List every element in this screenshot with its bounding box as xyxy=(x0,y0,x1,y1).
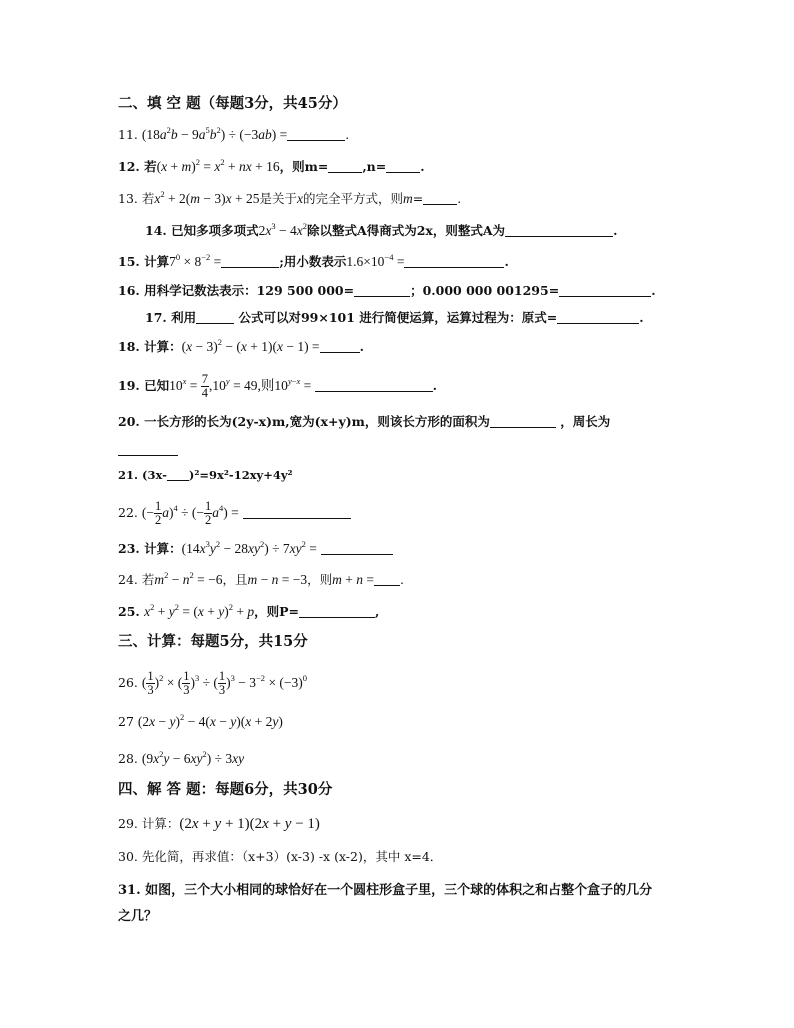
question-text: ，且 xyxy=(222,572,248,587)
question-22: 22. (− $\frac{1}{2}$ a)$^4$ ÷ (− $\frac{1}{2}$ $a^4$) = xyxy=(118,500,351,527)
question-number: 30. xyxy=(118,849,138,864)
question-29: 29. 计算：(2x + y + 1)(2x + y − 1) xyxy=(118,816,320,832)
question-16: 16. 用科学记数法表示：129 500 000= ；0.000 000 001295= . xyxy=(118,283,656,298)
question-text: 计算： xyxy=(144,541,182,556)
question-text: ;用小数表示 xyxy=(279,254,347,269)
question-text: 一长方形的长为(2y-x)m,宽为(x+y)m，则该长方形的面积为 xyxy=(144,414,490,429)
section-3-heading: 三、计算：每题5分，共15分 xyxy=(118,633,308,650)
question-20-blank-line xyxy=(118,441,178,459)
answer-blank[interactable] xyxy=(299,605,375,618)
section-4-heading: 四、解 答 题：每题6分，共30分 xyxy=(118,781,333,798)
question-number: 11. xyxy=(118,127,138,142)
question-number: 21. xyxy=(118,468,139,482)
question-number: 16. xyxy=(118,283,140,298)
answer-blank[interactable] xyxy=(559,284,651,297)
question-number: 25. xyxy=(118,604,140,619)
question-text: 利用 xyxy=(171,310,197,325)
question-text: 公式可以对99×101 进行简便运算，运算过程为：原式= xyxy=(238,310,558,325)
question-text: 计算： xyxy=(141,816,180,831)
question-text: (3x- xyxy=(142,468,167,482)
question-text: 若 xyxy=(141,191,155,206)
question-number: 24. xyxy=(118,572,138,587)
question-number: 20. xyxy=(118,414,140,429)
answer-blank[interactable] xyxy=(315,379,433,392)
answer-blank[interactable] xyxy=(374,573,400,586)
question-text: 若 xyxy=(144,159,157,174)
question-text: ；0.000 000 001295= xyxy=(410,283,560,298)
question-19: 19. 已知$10^x$ = $\frac{7}{4}$ $,10^y = 49$,则$10^{y-x}$ = . xyxy=(118,372,438,400)
question-24: 24. 若$m^2 - n^2 = -6$，且m − n = −3，则m + n = . xyxy=(118,570,404,587)
answer-blank[interactable] xyxy=(404,255,504,268)
question-18: 18. 计算：$(x - 3)^2 - (x + 1)(x - 1)$ = . xyxy=(118,337,364,354)
question-text: 若 xyxy=(141,572,155,587)
question-15: 15. 计算$7^0 \times 8^{-2}$ = ;用小数表示$1.6\times 10^{-4}$ = . xyxy=(118,252,509,269)
question-number: 12. xyxy=(118,159,140,174)
question-number: 29. xyxy=(118,816,138,831)
answer-blank[interactable] xyxy=(490,415,556,428)
question-text: 计算： xyxy=(144,339,182,354)
question-number: 28. xyxy=(118,751,138,766)
question-text: ，周长为 xyxy=(560,414,611,429)
question-text: 是关于 xyxy=(259,191,297,206)
question-number: 26. xyxy=(118,675,138,690)
answer-blank[interactable] xyxy=(423,192,457,205)
answer-blank[interactable] xyxy=(320,340,360,353)
answer-blank[interactable] xyxy=(221,255,279,268)
question-number: 17. xyxy=(145,310,167,325)
question-11: 11. $(18a^2b - 9a^5b^2) \div (-3ab)$ = . xyxy=(118,125,350,142)
answer-blank[interactable] xyxy=(354,284,410,297)
question-text: ,n= xyxy=(362,159,387,174)
answer-blank[interactable] xyxy=(287,128,345,141)
question-number: 19. xyxy=(118,378,140,393)
question-number: 15. xyxy=(118,254,140,269)
question-number: 31. xyxy=(118,883,141,898)
question-20 xyxy=(118,413,610,431)
answer-blank[interactable] xyxy=(243,506,351,519)
answer-blank[interactable] xyxy=(167,468,189,481)
question-27: 27 $(2x - y)^2 - 4(x - y)(x + 2y)$ xyxy=(118,712,283,729)
question-30 xyxy=(118,848,442,866)
question-text: ，则P= xyxy=(254,604,299,619)
question-number: 27 xyxy=(118,714,134,729)
question-text: 计算 xyxy=(144,254,170,269)
question-number: 23. xyxy=(118,541,140,556)
question-text: ，则 xyxy=(307,572,333,587)
answer-blank[interactable] xyxy=(386,160,420,173)
question-text: )²=9x²-12xy+4y² xyxy=(188,468,293,482)
answer-blank[interactable] xyxy=(321,542,393,555)
question-number: 18. xyxy=(118,339,140,354)
answer-blank[interactable] xyxy=(328,160,362,173)
question-31-continued xyxy=(118,908,157,926)
question-text: 除以整式A得商式为2x，则整式A为 xyxy=(307,223,506,238)
question-25: 25. $x^2 + y^2 = (x + y)^2 + p$，则P= , xyxy=(118,602,380,619)
question-26: 26. ( $\frac{1}{3}$ )$^2$ × ( $\frac{1}{3}$ )$^3$ ÷ ( $\frac{1}{3}$ )$^3 - 3^{-2} \times (-3)^0$ xyxy=(118,669,308,697)
question-number: 22. xyxy=(118,505,138,520)
question-text: 已知 xyxy=(144,378,170,393)
question-text: ，则m= xyxy=(279,159,329,174)
question-31 xyxy=(118,882,652,900)
question-17: 17. 利用 公式可以对99×101 进行简便运算，运算过程为：原式= . xyxy=(145,310,644,325)
question-text: 之几？ xyxy=(118,909,158,924)
question-text: 用科学记数法表示：129 500 000= xyxy=(144,283,355,298)
question-number: 14. xyxy=(145,223,167,238)
question-number: 13. xyxy=(118,191,138,206)
question-14: 14. 已知多项多项式$2x^3 - 4x^2$除以整式A得商式为2x，则整式A为 . xyxy=(145,221,618,238)
question-13: 13. 若$x^2 + 2(m - 3)x + 25$是关于x的完全平方式，则m= . xyxy=(118,189,462,206)
question-text: 已知多项多项式 xyxy=(171,223,259,238)
question-23: 23. 计算：$(14x^3y^2 - 28xy^2) \div 7xy^2$ = xyxy=(118,540,393,558)
question-text: 的完全平方式，则 xyxy=(303,191,404,206)
answer-blank[interactable] xyxy=(118,443,178,456)
section-2-heading: 二、填 空 题（每题3分，共45分） xyxy=(118,95,347,112)
question-28: 28. $(9x^2y - 6xy^2) \div 3xy$ xyxy=(118,749,245,766)
question-text: 如图，三个大小相同的球恰好在一个圆柱形盒子里，三个球的体积之和占整个盒子的几分 xyxy=(145,883,653,898)
answer-blank[interactable] xyxy=(505,224,613,237)
question-12: 12. 若$(x + m)^2 = x^2$ + nx + 16，则m= ,n= . xyxy=(118,157,425,174)
answer-blank[interactable] xyxy=(196,311,234,324)
question-text: 先化简，再求值：（x+3）(x-3) -x (x-2)，其中 x=4． xyxy=(141,849,443,864)
question-21 xyxy=(118,466,293,484)
answer-blank[interactable] xyxy=(557,311,639,324)
